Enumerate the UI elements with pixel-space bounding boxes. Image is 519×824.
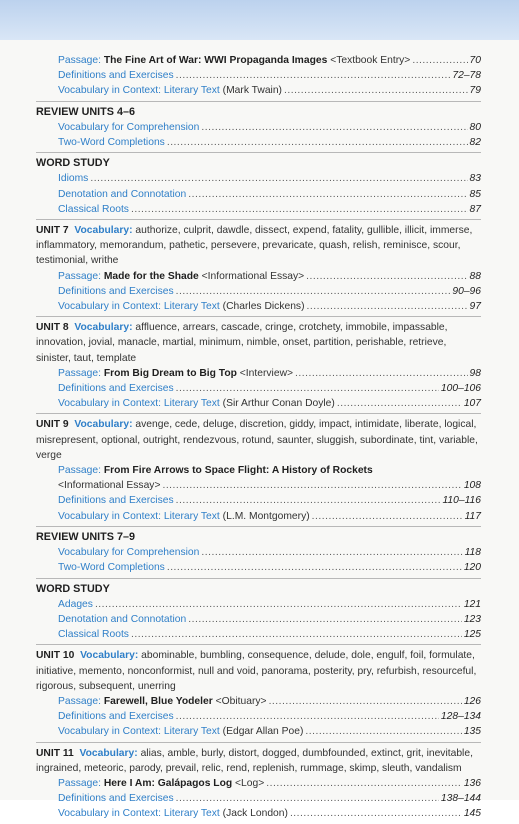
toc-entry[interactable] xyxy=(36,545,481,560)
dot-leader xyxy=(290,806,462,821)
section-heading: WORD STUDY xyxy=(36,157,110,170)
unit-vocabulary xyxy=(36,223,481,269)
toc-entry[interactable] xyxy=(36,694,481,709)
page-number: 145 xyxy=(463,808,481,820)
entry-note: <Informational Essay> xyxy=(58,480,161,492)
toc-section xyxy=(36,527,481,579)
entry-label[interactable]: Definitions and Exercises xyxy=(58,711,174,723)
toc-entry[interactable] xyxy=(36,269,481,284)
toc-entry[interactable] xyxy=(36,68,481,83)
dot-leader xyxy=(307,299,468,314)
toc-section xyxy=(36,220,481,317)
toc-entry[interactable] xyxy=(36,791,481,806)
passage-label[interactable]: Passage: xyxy=(58,695,101,707)
entry-note: (Charles Dickens) xyxy=(222,301,305,313)
toc-entry[interactable] xyxy=(36,776,481,791)
toc-entry[interactable] xyxy=(36,83,481,98)
toc-section xyxy=(36,645,481,742)
entry-label[interactable]: Definitions and Exercises xyxy=(58,495,174,507)
passage-title: Made for the Shade xyxy=(103,270,199,282)
toc-entry[interactable] xyxy=(36,135,481,150)
dot-leader xyxy=(176,791,439,806)
page-number: 72–78 xyxy=(452,70,481,82)
toc-entry[interactable] xyxy=(36,806,481,821)
passage-title: The Fine Art of War: WWI Propaganda Images xyxy=(103,55,328,66)
entry-label[interactable]: Vocabulary for Comprehension xyxy=(58,547,200,559)
dot-leader xyxy=(176,284,451,299)
unit-vocabulary xyxy=(36,648,481,694)
toc-entry[interactable] xyxy=(36,724,481,739)
entry-label[interactable]: Vocabulary in Context: Literary Text xyxy=(58,301,220,313)
dot-leader xyxy=(131,202,468,217)
entry-label[interactable]: Definitions and Exercises xyxy=(58,793,174,805)
entry-label[interactable]: Two-Word Completions xyxy=(58,562,165,574)
entry-label[interactable]: Definitions and Exercises xyxy=(58,383,174,395)
page-number: 123 xyxy=(463,613,481,625)
toc-entry[interactable] xyxy=(36,202,481,217)
entry-label[interactable]: Adages xyxy=(58,598,93,610)
vocabulary-label: Vocabulary: xyxy=(80,650,139,662)
page-number: 136 xyxy=(463,777,481,789)
entry-note: (L.M. Montgomery) xyxy=(222,510,310,522)
toc-entry[interactable] xyxy=(36,463,481,478)
dot-leader xyxy=(188,187,467,202)
page-number: 135 xyxy=(463,726,481,738)
page-number: 87 xyxy=(469,203,481,215)
vocabulary-words: abominable, bumbling, consequence, delude, dole, engulf, foil, formulate, initiative, memento, nonconformist, null and void, panorama, posterity, pry, refurbish, resourceful, rigorous, subsequent, unerring xyxy=(36,650,477,692)
dot-leader xyxy=(201,120,467,135)
vocabulary-label: Vocabulary: xyxy=(79,747,138,759)
section-heading: WORD STUDY xyxy=(36,582,110,595)
entry-note: <Obituary> xyxy=(215,695,267,707)
dot-leader xyxy=(188,612,462,627)
page-number: 125 xyxy=(463,629,481,641)
entry-label[interactable]: Denotation and Connotation xyxy=(58,613,187,625)
unit-heading: UNIT 10 xyxy=(36,650,75,662)
toc-entry[interactable] xyxy=(36,396,481,411)
entry-label[interactable]: Idioms xyxy=(58,173,89,185)
unit-vocabulary xyxy=(36,417,481,463)
toc-entry[interactable] xyxy=(36,171,481,186)
page-number: 82 xyxy=(469,137,481,149)
toc-entry[interactable] xyxy=(36,509,481,524)
dot-leader xyxy=(312,509,463,524)
toc-section xyxy=(36,102,481,154)
entry-label[interactable]: Vocabulary in Context: Literary Text xyxy=(58,510,220,522)
unit-vocabulary xyxy=(36,320,481,366)
toc-entry[interactable] xyxy=(36,187,481,202)
entry-note: <Interview> xyxy=(239,367,294,379)
vocabulary-words: alias, amble, burly, distort, dogged, dumbfounded, extinct, grit, inevitable, ingrained, meteoric, parody, prevail, relic, rend, replenish, rummage, skimp, sleuth, vandalism xyxy=(36,747,473,774)
page-number: 85 xyxy=(469,188,481,200)
toc-entry[interactable] xyxy=(36,478,481,493)
dot-leader xyxy=(176,68,451,83)
passage-label[interactable]: Passage: xyxy=(58,270,101,282)
dot-leader xyxy=(412,53,467,68)
passage-label[interactable]: Passage: xyxy=(58,367,101,379)
dot-leader xyxy=(201,545,462,560)
entry-label[interactable]: Vocabulary in Context: Literary Text xyxy=(58,398,220,410)
contents-page xyxy=(0,40,519,820)
vocabulary-words: avenge, cede, deluge, discretion, giddy, impact, intimidate, liberate, logical, misrepresent, optional, outright, rendezvous, rotund, saunter, sluggish, subordinate, tint, variable, verge xyxy=(36,419,478,461)
toc-section xyxy=(36,153,481,220)
unit-heading: UNIT 9 xyxy=(36,419,69,431)
dot-leader xyxy=(295,366,468,381)
page-number: 80 xyxy=(469,121,481,133)
entry-label[interactable]: Definitions and Exercises xyxy=(58,285,174,297)
entry-label[interactable]: Classical Roots xyxy=(58,203,129,215)
entry-label[interactable]: Vocabulary in Context: Literary Text xyxy=(58,85,220,97)
entry-note: (Jack London) xyxy=(222,808,288,820)
page-number: 107 xyxy=(463,398,481,410)
toc-entry[interactable] xyxy=(36,709,481,724)
toc-entry[interactable] xyxy=(36,560,481,575)
toc-section xyxy=(36,317,481,414)
entry-label[interactable]: Vocabulary in Context: Literary Text xyxy=(58,808,220,820)
toc-entry[interactable] xyxy=(36,597,481,612)
entry-note: <Informational Essay> xyxy=(201,270,305,282)
top-banner xyxy=(0,0,519,40)
toc-section xyxy=(36,579,481,646)
toc-section xyxy=(36,51,481,102)
dot-leader xyxy=(269,694,462,709)
passage-label[interactable]: Passage: xyxy=(58,465,101,477)
unit-heading: UNIT 7 xyxy=(36,225,69,237)
page-number: 120 xyxy=(463,562,481,574)
toc-section xyxy=(36,743,481,824)
dot-leader xyxy=(90,171,467,186)
vocabulary-words: authorize, culprit, dawdle, dissect, expend, fatality, gullible, illicit, immerse, inflammatory, memorandum, pathetic, persevere, prevaricate, quash, relish, reminisce, scour, testimonial, writhe xyxy=(36,225,473,267)
table-of-contents xyxy=(36,51,481,824)
dot-leader xyxy=(131,627,462,642)
page-number: 126 xyxy=(463,695,481,707)
passage-title: Here I Am: Galápagos Log xyxy=(103,777,233,789)
section-heading: REVIEW UNITS 7–9 xyxy=(36,530,135,543)
passage-title: From Fire Arrows to Space Flight: A History of Rockets xyxy=(103,465,373,477)
dot-leader xyxy=(305,724,461,739)
vocabulary-label: Vocabulary: xyxy=(74,419,133,431)
dot-leader xyxy=(266,776,462,791)
entry-note: <Log> xyxy=(235,777,265,789)
page-number: 110–116 xyxy=(442,495,481,507)
dot-leader xyxy=(176,381,439,396)
vocabulary-label: Vocabulary: xyxy=(74,225,133,237)
toc-entry[interactable] xyxy=(36,366,481,381)
dot-leader xyxy=(95,597,462,612)
vocabulary-words: affluence, arrears, cascade, cringe, crotchety, immobile, impassable, innovation, jovial, manacle, martial, minimum, nimble, onset, partition, perishable, retrieve, sinister, taut, template xyxy=(36,322,448,364)
page-number: 79 xyxy=(469,85,481,97)
dot-leader xyxy=(176,493,441,508)
page-number: 97 xyxy=(469,301,481,313)
unit-heading: UNIT 8 xyxy=(36,322,69,334)
entry-label[interactable]: Definitions and Exercises xyxy=(58,70,174,82)
dot-leader xyxy=(167,560,462,575)
entry-label[interactable]: Denotation and Connotation xyxy=(58,188,187,200)
entry-note: (Sir Arthur Conan Doyle) xyxy=(222,398,335,410)
toc-entry[interactable] xyxy=(36,493,481,508)
dot-leader xyxy=(162,478,461,493)
entry-label[interactable]: Classical Roots xyxy=(58,629,129,641)
vocabulary-label: Vocabulary: xyxy=(74,322,133,334)
section-heading: REVIEW UNITS 4–6 xyxy=(36,105,135,118)
page-number: 118 xyxy=(464,547,481,559)
passage-label[interactable]: Passage: xyxy=(58,55,101,66)
entry-label[interactable]: Two-Word Completions xyxy=(58,137,165,149)
page-number: 117 xyxy=(464,510,481,522)
toc-section xyxy=(36,414,481,526)
page-number: 108 xyxy=(463,480,481,492)
page-number: 70 xyxy=(469,55,481,66)
page-number: 100–106 xyxy=(440,383,481,395)
page-number: 128–134 xyxy=(440,711,481,723)
page-number: 121 xyxy=(463,598,481,610)
entry-label[interactable]: Vocabulary in Context: Literary Text xyxy=(58,726,220,738)
page-number: 90–96 xyxy=(452,285,481,297)
page-number: 98 xyxy=(469,367,481,379)
dot-leader xyxy=(306,269,467,284)
unit-heading: UNIT 11 xyxy=(36,747,74,759)
toc-entry[interactable] xyxy=(36,53,481,68)
dot-leader xyxy=(337,396,462,411)
page-number: 83 xyxy=(469,173,481,185)
entry-note: <Textbook Entry> xyxy=(330,55,411,66)
toc-entry[interactable] xyxy=(36,120,481,135)
toc-entry[interactable] xyxy=(36,612,481,627)
passage-label[interactable]: Passage: xyxy=(58,777,101,789)
entry-note: (Mark Twain) xyxy=(222,85,282,97)
toc-entry[interactable] xyxy=(36,299,481,314)
passage-title: From Big Dream to Big Top xyxy=(103,367,237,379)
entry-label[interactable]: Vocabulary for Comprehension xyxy=(58,121,200,133)
page-number: 138–144 xyxy=(440,793,481,805)
entry-note: (Edgar Allan Poe) xyxy=(222,726,304,738)
toc-entry[interactable] xyxy=(36,627,481,642)
passage-title: Farewell, Blue Yodeler xyxy=(103,695,213,707)
page-number: 88 xyxy=(469,270,481,282)
dot-leader xyxy=(284,83,468,98)
dot-leader xyxy=(176,709,439,724)
unit-vocabulary xyxy=(36,746,481,776)
toc-entry[interactable] xyxy=(36,284,481,299)
toc-entry[interactable] xyxy=(36,381,481,396)
dot-leader xyxy=(167,135,468,150)
